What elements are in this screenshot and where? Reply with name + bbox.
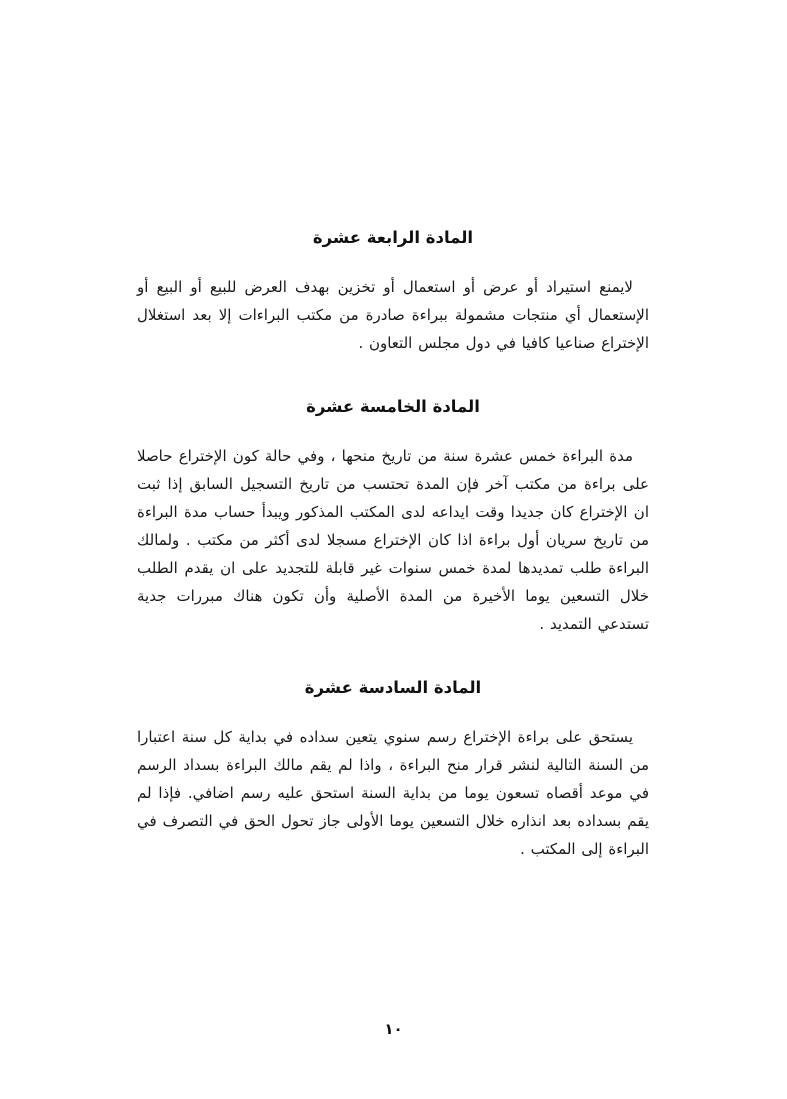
article-fourteen-body: لايمنع استيراد أو عرض أو استعمال أو تخزين بهدف العرض للبيع أو البيع أو الإستعمال أي منتجات مشمولة ببراءة صادرة من مكتب البراءات إلا بعد استغلال الإختراع صناعيا كافيا في دول مجلس التعاون .: [137, 278, 649, 352]
article-sixteen: [137, 678, 649, 863]
article-sixteen-body: يستحق على براءة الإختراع رسم سنوي يتعين سداده في بداية كل سنة اعتبارا من السنة التالية لنشر قرار منح البراءة ، واذا لم يقم مالك البراءة بسداد الرسم في موعد أقصاه تسعون يوما من بداية السنة استحق عليه رسم اضافي. فإذا لم يقم بسداده بعد انذاره خلال التسعين يوما الأولى جاز تحول الحق في التصرف في البراءة إلى المكتب .: [137, 728, 649, 858]
document-content: [137, 228, 649, 903]
page-number: ١٠: [384, 1020, 403, 1038]
article-fourteen: [137, 228, 649, 357]
article-fourteen-title: المادة الرابعة عشرة: [312, 228, 474, 247]
article-fifteen-title: المادة الخامسة عشرة: [306, 397, 480, 416]
article-fifteen: [137, 397, 649, 638]
article-sixteen-title: المادة السادسة عشرة: [304, 678, 482, 697]
article-fifteen-body: مدة البراءة خمس عشرة سنة من تاريخ منحها ، وفي حالة كون الإختراع حاصلا على براءة من مكتب آخر فإن المدة تحتسب من تاريخ التسجيل السابق إذا ثبت ان الإختراع كان جديدا وقت ايداعه لدى المكتب المذكور ويبدأ حساب مدة البراءة من تاريخ سريان أول براءة اذا كان الإختراع مسجلا لدى أكثر من مكتب . ولمالك البراءة طلب تمديدها لمدة خمس سنوات غير قابلة للتجديد على ان يقدم الطلب خلال التسعين يوما الأخيرة من المدة الأصلية وأن تكون هناك مبررات جدية تستدعي التمديد .: [137, 447, 649, 633]
